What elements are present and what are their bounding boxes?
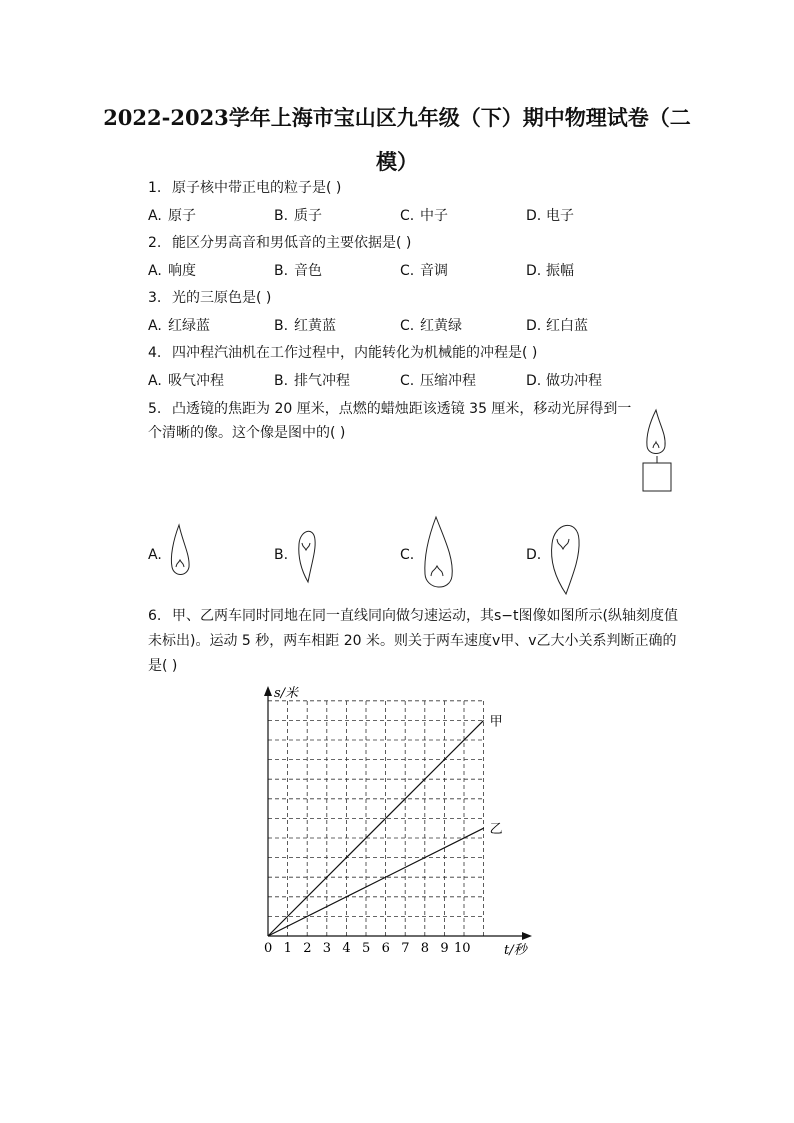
option-c[interactable]: C. 音调: [400, 263, 448, 279]
option-c[interactable]: C. 红黄绿: [400, 318, 462, 334]
option-b[interactable]: B. 质子: [274, 208, 322, 224]
s-t-chart: [240, 680, 550, 965]
option-d[interactable]: D. 做功冲程: [526, 373, 602, 389]
option-d[interactable]: D. 红白蓝: [526, 318, 588, 334]
question-2: [148, 233, 411, 253]
x-tick-label: 6: [381, 941, 390, 956]
option-c[interactable]: C. 中子: [400, 208, 448, 224]
series-line-1: [268, 720, 484, 936]
x-tick-label: 10: [454, 941, 471, 956]
question-number: 5.: [148, 401, 162, 417]
candle-figure: [636, 406, 676, 492]
page-title: [90, 96, 704, 184]
option-a[interactable]: A. 红绿蓝: [148, 318, 210, 334]
x-tick-label: 5: [362, 941, 371, 956]
question-1: [148, 178, 341, 198]
question-number: 4.: [148, 345, 162, 361]
question-text: 甲、乙两车同时同地在同一直线同向做匀速运动，其s−t图像如图所示(纵轴刻度值未标出)。运动 5 秒，两车相距 20 米。则关于两车速度v甲、v乙大小关系判断正确的是( ): [148, 608, 678, 674]
series-label-1: 甲: [489, 714, 503, 730]
question-number: 1.: [148, 180, 162, 196]
question-3: [148, 288, 271, 308]
x-axis-arrow: [522, 932, 532, 940]
option-b[interactable]: B. 排气冲程: [274, 373, 350, 389]
option-a[interactable]: A.: [148, 547, 162, 563]
candle-body: [643, 463, 671, 491]
x-tick-label: 0: [264, 941, 273, 956]
flame-image-a: [165, 523, 195, 583]
x-tick-label: 7: [401, 941, 410, 956]
series-line-2: [268, 828, 484, 936]
x-tick-label: 8: [420, 941, 430, 956]
option-b[interactable]: B. 红黄蓝: [274, 318, 336, 334]
question-number: 3.: [148, 290, 162, 306]
question-text: 光的三原色是( ): [172, 290, 272, 306]
option-a[interactable]: A. 原子: [148, 208, 196, 224]
y-axis-label: s/米: [274, 686, 299, 701]
flame-image-d: [544, 512, 584, 598]
x-tick-label: 4: [342, 941, 351, 956]
chart-grid: [268, 701, 484, 936]
question-number: 6.: [148, 608, 162, 624]
flame-image-c: [418, 514, 458, 600]
option-a[interactable]: A. 响度: [148, 263, 196, 279]
y-axis-arrow: [264, 686, 272, 696]
x-tick-label: 9: [440, 941, 449, 956]
option-b[interactable]: B. 音色: [274, 263, 322, 279]
question-text: 能区分男高音和男低音的主要依据是( ): [172, 235, 412, 251]
question-number: 2.: [148, 235, 162, 251]
option-b[interactable]: B.: [274, 547, 289, 563]
question-text: 原子核中带正电的粒子是( ): [172, 180, 342, 196]
title-line-2: 模）: [376, 149, 418, 174]
series-label-2: 乙: [489, 822, 503, 838]
question-5: [148, 397, 638, 445]
option-a[interactable]: A. 吸气冲程: [148, 373, 224, 389]
x-tick-label: 1: [283, 941, 292, 956]
candle-flame: [647, 410, 665, 454]
title-line-1: 2022-2023学年上海市宝山区九年级（下）期中物理试卷（二: [103, 105, 691, 130]
question-text: 四冲程汽油机在工作过程中，内能转化为机械能的冲程是( ): [172, 345, 538, 361]
x-tick-label: 3: [322, 941, 332, 956]
chart-series: [268, 714, 503, 936]
candle-wick-mark: [653, 442, 659, 448]
option-c[interactable]: C.: [400, 547, 415, 563]
x-tick-labels: [264, 941, 471, 956]
x-tick-label: 2: [303, 941, 312, 956]
question-6: [148, 604, 678, 679]
x-axis-label: t/秒: [504, 943, 527, 958]
option-d[interactable]: D. 电子: [526, 208, 574, 224]
flame-image-b: [290, 520, 324, 586]
option-c[interactable]: C. 压缩冲程: [400, 373, 476, 389]
option-d[interactable]: D. 振幅: [526, 263, 574, 279]
question-4: [148, 343, 537, 363]
option-d[interactable]: D.: [526, 547, 542, 563]
question-text: 凸透镜的焦距为 20 厘米，点燃的蜡烛距该透镜 35 厘米，移动光屏得到一个清晰的像。这个像是图中的( ): [148, 401, 632, 441]
